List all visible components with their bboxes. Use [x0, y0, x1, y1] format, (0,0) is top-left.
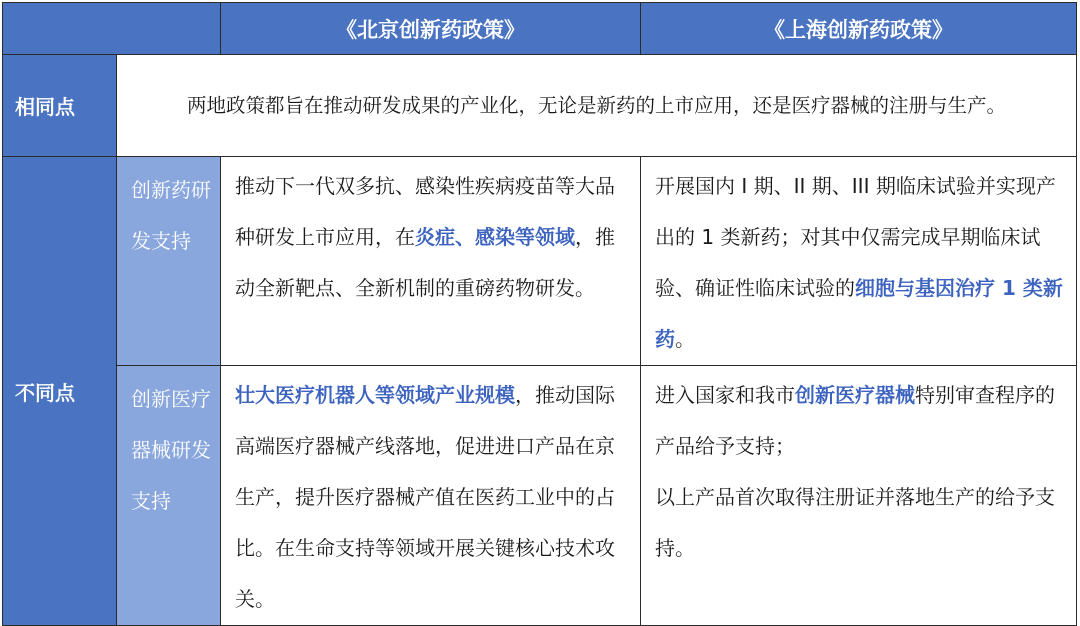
shanghai-device-line2: 以上产品首次取得注册证并落地生产的给予支持。	[655, 485, 1055, 560]
beijing-drug-text: 推动下一代双多抗、感染性疾病疫苗等大品种研发上市应用，在炎症、感染等领域，推动全新靶点、全新机制的重磅药物研发。	[221, 157, 641, 366]
same-label: 相同点	[3, 55, 117, 157]
shanghai-drug-text: 开展国内 I 期、II 期、III 期临床试验并实现产出的 1 类新药；对其中仅需完成早期临床试验、确证性临床试验的细胞与基因治疗 1 类新药。	[641, 157, 1077, 366]
header-corner	[3, 3, 221, 55]
header-row	[3, 3, 1077, 55]
shanghai-device-highlight: 创新医疗器械	[795, 383, 915, 407]
beijing-drug-highlight: 炎症、感染等领域	[415, 225, 575, 249]
same-text: 两地政策都旨在推动研发成果的产业化，无论是新药的上市应用，还是医疗器械的注册与生产。	[117, 55, 1077, 157]
header-beijing: 《北京创新药政策》	[221, 3, 641, 55]
diff-row-drug	[3, 157, 1077, 366]
same-row	[3, 55, 1077, 157]
policy-comparison-table	[2, 2, 1077, 626]
category-drug: 创新药研发支持	[117, 157, 221, 366]
diff-label: 不同点	[3, 157, 117, 626]
shanghai-device-text: 进入国家和我市创新医疗器械特别审查程序的产品给予支持； 以上产品首次取得注册证并落地生产的给予支持。	[641, 366, 1077, 626]
header-shanghai: 《上海创新药政策》	[641, 3, 1077, 55]
category-device: 创新医疗器械研发支持	[117, 366, 221, 626]
diff-row-device	[3, 366, 1077, 626]
beijing-device-highlight: 壮大医疗机器人等领域产业规模	[235, 383, 515, 407]
beijing-device-text: 壮大医疗机器人等领域产业规模，推动国际高端医疗器械产线落地，促进进口产品在京生产，提升医疗器械产值在医药工业中的占比。在生命支持等领域开展关键核心技术攻关。	[221, 366, 641, 626]
shanghai-drug-highlight: 细胞与基因治疗 1 类新药	[655, 276, 1063, 351]
